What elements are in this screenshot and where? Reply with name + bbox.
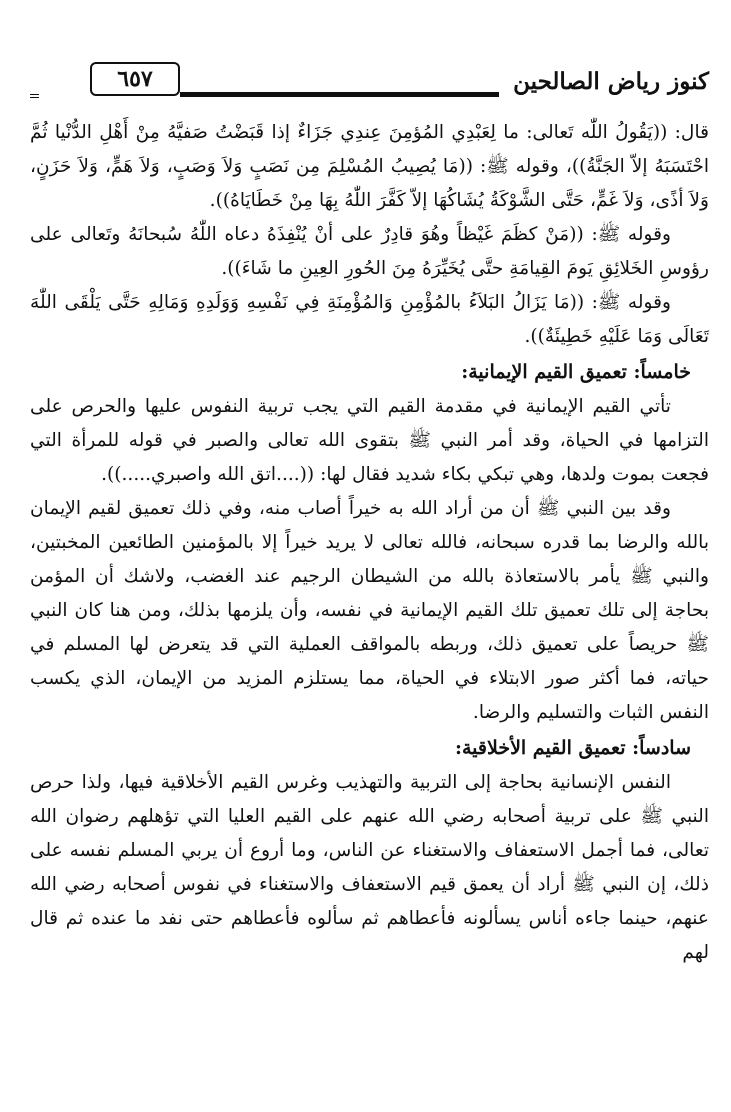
paragraph: النفس الإنسانية بحاجة إلى التربية والتهذيب وغرس القيم الأخلاقية فيها، ولذا حرص النبي ﷺ على تربية أصحابه رضي الله عنهم على القيم العليا التي تؤهلهم رضوان الله تعالى، فما أجمل الاستعفاف والاستغناء عن الناس، وما أروع أن يربي المسلم نفسه على ذلك، إن النبي ﷺ أراد أن يعمق قيم الاستعفاف والاستغناء في نفوس أصحابه رضي الله عنهم، حينما جاءه أناس يسألونه فأعطاهم ثم سألوه فأعطاهم حتى نفد ما عنده ثم قال لهم [30, 772, 709, 963]
paragraph: قال: ((يَقُولُ اللّٰه تَعالى: ما لِعَبْدِي المُؤمِنَ عِندِي جَزَاءٌ إذا قَبَضْتُ صَفيَّهُ مِنْ أَهْلِ الدُّنْيا ثُمَّ احْتَسَبَهُ إلاّ الجَنَّةُ))، وقوله ﷺ: ((مَا يُصِيبُ المُسْلِمَ مِن نَصَبٍ وَلاَ وَصَبٍ، وَلاَ هَمٍّ، وَلاَ حَزَنٍ، وَلاَ أذًى، وَلاَ غَمٍّ، حَتَّى الشَّوْكَةُ يُشَاكُهَا إلاّ كَفَّرَ اللّٰهُ بِهَا مِنْ خَطَايَاهُ)). [30, 122, 709, 211]
book-title: كنوز رياض الصالحين [513, 68, 709, 95]
section-heading: خامساً: تعميق القيم الإيمانية: [461, 361, 691, 383]
header-rule-left [30, 94, 39, 98]
header-rule [180, 92, 499, 97]
section-heading: سادساً: تعميق القيم الأخلاقية: [454, 737, 691, 759]
paragraph: وقد بين النبي ﷺ أن من أراد الله به خيراً أصاب منه، وفي ذلك تعميق لقيم الإيمان بالله والرضا بما قدره سبحانه، فالله تعالى لا يريد خيراً إلا بالمؤمنين الطائعين المخبتين، والنبي ﷺ يأمر بالاستعاذة بالله من الشيطان الرجيم عند الغضب، ولاشك أن المؤمن بحاجة إلى تلك تعميق تلك القيم الإيمانية في نفسه، وأن يلزمها بذلك، ومن هنا كان النبي ﷺ حريصاً على تعميق ذلك، وربطه بالمواقف العملية التي قد يتعرض لها المسلم في حياته، فما أكثر صور الابتلاء في الحياة، مما يستلزم المزيد من الإيمان، الذي يكسب النفس الثبات والتسليم والرضا. [30, 498, 709, 723]
page-header [30, 62, 709, 102]
paragraph: تأتي القيم الإيمانية في مقدمة القيم التي يجب تربية النفوس عليها والحرص على التزامها في الحياة، وقد أمر النبي ﷺ بتقوى الله تعالى والصبر في قوله للمرأة التي فجعت بموت ولدها، وهي تبكي بكاء شديد فقال لها: ((....اتق الله واصبري.....)). [30, 396, 709, 485]
page-number: ٦٥٧ [90, 62, 180, 96]
page-content [30, 116, 709, 970]
paragraph: وقوله ﷺ: ((مَنْ كظَمَ غَيْظاً وهُوَ قادِرٌ على أنْ يُنْفِذَهُ دعاه اللّٰهُ سُبحانَهُ وتَعالى على رؤوسِ الخَلائِقِ يَومَ القِيامَةِ حتَّى يُخَيِّرَهُ مِنَ الحُورِ العِينِ ما شَاءَ)). [30, 224, 709, 279]
paragraph: وقوله ﷺ: ((مَا يَزَالُ البَلاَءُ بالمُؤْمِنِ وَالمُؤْمِنَةِ فِي نَفْسِهِ وَوَلَدِهِ وَمَالِهِ حَتَّى يَلْقَى اللّٰهَ تَعَالَى وَمَا عَلَيْهِ خَطِيئَةٌ)). [30, 292, 709, 347]
